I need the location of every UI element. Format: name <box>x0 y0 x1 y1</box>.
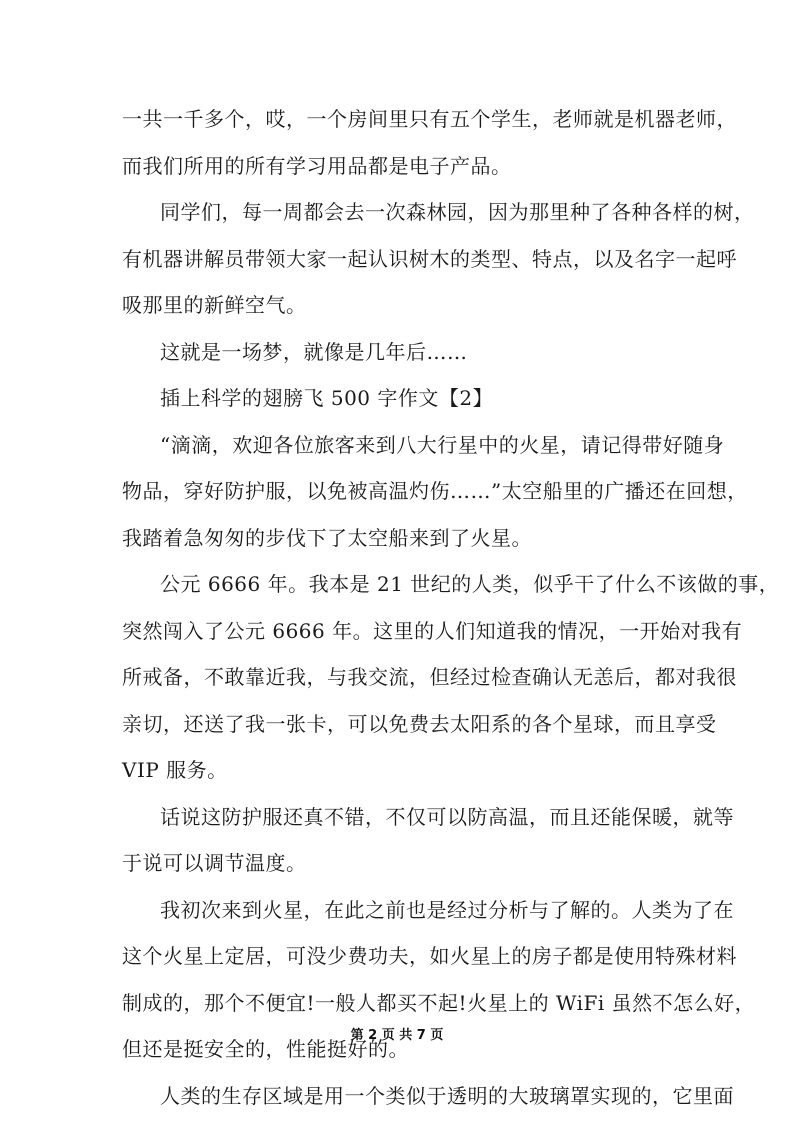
document-body <box>122 96 780 1119</box>
text-line: 一共一千多个，哎，一个房间里只有五个学生，老师就是机器老师， <box>122 107 737 131</box>
text-line: 而我们所用的所有学习用品都是电子产品。 <box>122 153 512 178</box>
text-line: 同学们，每一周都会去一次森林园，因为那里种了各种各样的树， <box>160 200 755 224</box>
text-line: “滴滴，欢迎各位旅客来到八大行星中的火星，请记得带好随身 <box>160 432 725 457</box>
text-line: 我踏着急匆匆的步伐下了太空船来到了火星。 <box>122 525 532 550</box>
text-line: 有机器讲解员带领大家一起认识树木的类型、特点，以及名字一起呼 <box>122 246 737 271</box>
text-line: 物品，穿好防护服，以免被高温灼伤……”太空船里的广播还在回想， <box>122 479 748 503</box>
text-line: 所戒备，不敢靠近我，与我交流，但经过检查确认无恙后，都对我很 <box>122 665 737 689</box>
text-line: 话说这防护服还真不错，不仅可以防高温，而且还能保暖，就等 <box>160 804 734 829</box>
text-line: 人类的生存区域是用一个类似于透明的大玻璃罩实现的，它里面 <box>160 1083 734 1108</box>
text-line: 吸那里的新鲜空气。 <box>122 293 307 317</box>
text-line: 突然闯入了公元 6666 年。这里的人们知道我的情况，一开始对我有 <box>122 618 743 643</box>
text-line: VIP 服务。 <box>122 758 228 782</box>
text-line: 但还是挺安全的，性能挺好的。 <box>122 1037 409 1061</box>
text-line: 亲切，还送了我一张卡，可以免费去太阳系的各个星球，而且享受 <box>122 711 717 736</box>
text-line: 插上科学的翅膀飞 500 字作文【2】 <box>160 386 494 410</box>
text-line: 我初次来到火星，在此之前也是经过分析与了解的。人类为了在 <box>160 897 734 922</box>
text-line: 制成的，那个不便宜!一般人都买不起!火星上的 WiFi 虽然不怎么好， <box>122 990 756 1015</box>
page-number-footer: 第 2 页 共 7 页 <box>350 1028 444 1043</box>
text-line: 这个火星上定居，可没少费功夫，如火星上的房子都是使用特殊材料 <box>122 944 737 968</box>
text-line: 这就是一场梦，就像是几年后…… <box>160 339 468 364</box>
text-line: 公元 6666 年。我本是 21 世纪的人类，似乎干了什么不该做的事， <box>160 572 780 596</box>
text-line: 于说可以调节温度。 <box>122 851 307 875</box>
